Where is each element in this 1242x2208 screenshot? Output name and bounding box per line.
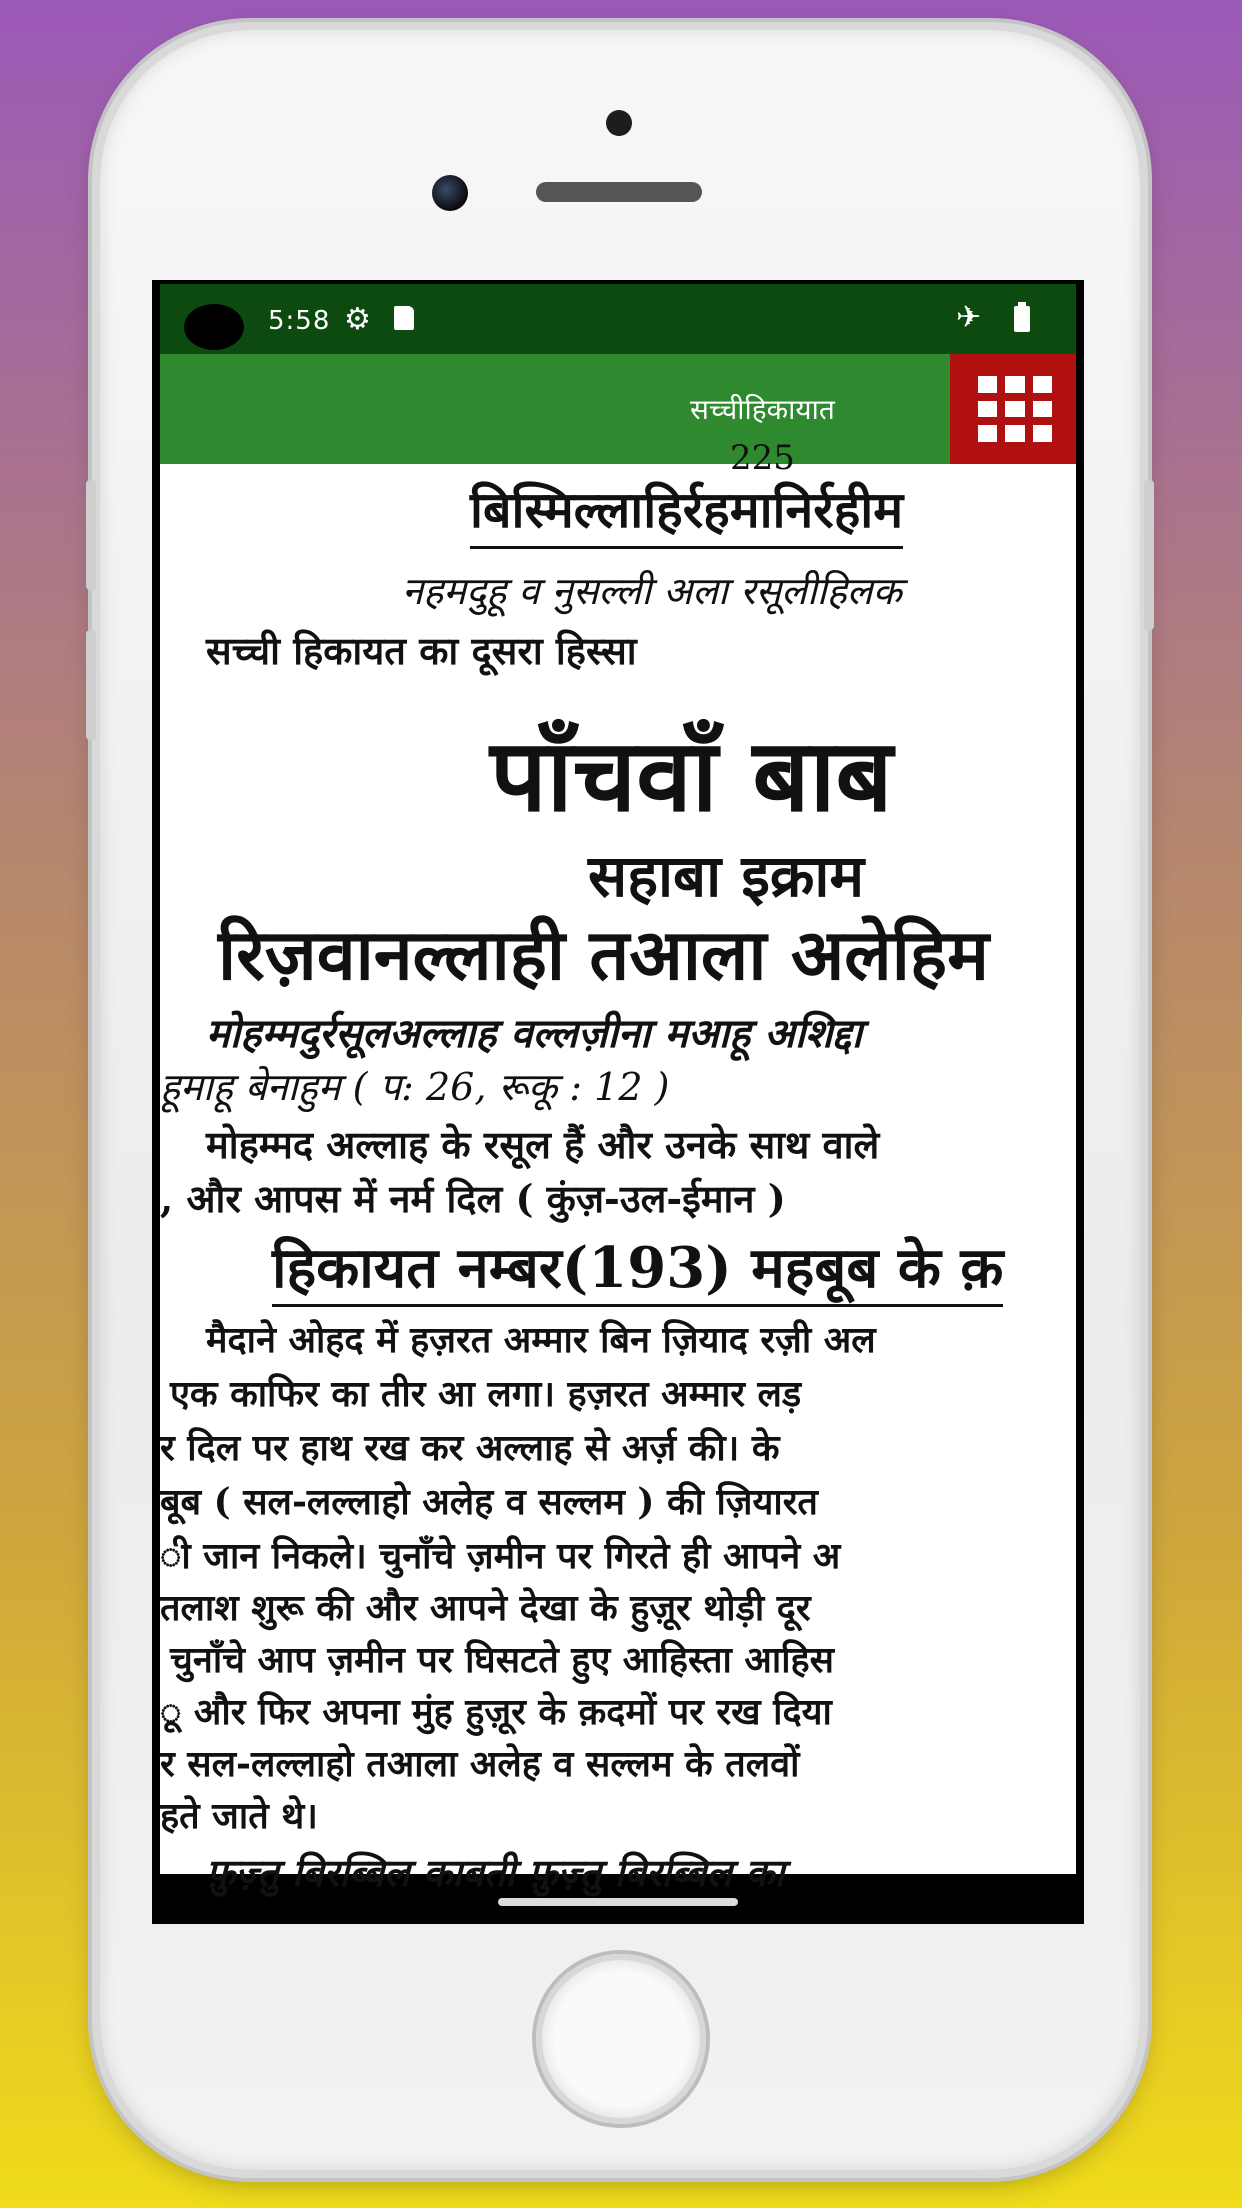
- text-line: मैदाने ओहद में हज़रत अम्मार बिन ज़ियाद रज़ी अल: [206, 1319, 876, 1361]
- scanned-page[interactable]: [160, 438, 1076, 1895]
- airplane-icon: ✈: [956, 300, 982, 335]
- front-camera: [432, 175, 468, 211]
- status-time: 5:58: [268, 306, 331, 336]
- text-line: तलाश शुरू की और आपने देखा के हुज़ूर थोड़ी दूर: [160, 1587, 811, 1629]
- story-heading: हिकायत नम्बर(193) महबूब के क़: [272, 1228, 1003, 1307]
- power-button: [1144, 480, 1154, 630]
- status-bar: [160, 284, 1076, 354]
- text-line: र दिल पर हाथ रख कर अल्लाह से अर्ज़ की। के: [160, 1427, 780, 1469]
- text-line: नहमदुहू व नुसल्ली अला रसूलीहिलक: [402, 569, 902, 613]
- phone-screen: [152, 280, 1084, 1924]
- chapter-subtitle: सहाबा इक्राम: [588, 842, 865, 910]
- text-line: , और आपस में नर्म दिल ( कुंज़-उल-ईमान ): [160, 1176, 786, 1221]
- earpiece-speaker: [536, 182, 702, 202]
- gesture-home-bar[interactable]: [498, 1898, 738, 1906]
- page-number: 225: [730, 438, 795, 478]
- text-line: चुनाँचे आप ज़मीन पर घिसटते हुए आहिस्ता आहिस: [170, 1639, 834, 1681]
- chapter-title: पाँचवाँ बाब: [490, 716, 893, 834]
- text-line: एक काफिर का तीर आ लगा। हज़रत अम्मार लड़: [170, 1373, 802, 1415]
- grid-menu-button[interactable]: [950, 354, 1076, 464]
- volume-button: [86, 480, 96, 590]
- sd-card-icon: [394, 306, 414, 330]
- volume-button: [86, 630, 96, 740]
- text-line: ू और फिर अपना मुंह हुज़ूर के क़दमों पर रख दिया: [160, 1691, 832, 1733]
- gear-icon: ⚙: [344, 302, 371, 337]
- verse-line: फ़ुज़्तु बिरब्बिल काबती फ़ुज़्तु बिरब्बिल का: [206, 1850, 785, 1895]
- text-line: सच्ची हिकायत का दूसरा हिस्सा: [206, 628, 637, 673]
- proximity-sensor: [606, 110, 632, 136]
- text-line: बूब ( सल-लल्लाहो अलेह व सल्लम ) की ज़ियारत: [160, 1481, 818, 1523]
- text-line: हते जाते थे।: [160, 1795, 318, 1837]
- grid-menu-icon: [978, 376, 1052, 442]
- battery-icon: [1014, 306, 1030, 332]
- text-line: र सल-लल्लाहो तआला अलेह व सल्लम के तलवों: [160, 1743, 800, 1785]
- app-title: सच्चीहिकायात: [690, 393, 835, 426]
- text-line: ी जान निकले। चुनाँचे ज़मीन पर गिरते ही आपने अ: [160, 1535, 841, 1577]
- verse-line: हूमाहू बेनाहुम ( प: 26, रूकू : 12 ): [160, 1065, 670, 1109]
- chapter-subtitle: रिज़वानल्लाही तआला अलेहिम: [218, 913, 989, 996]
- home-button[interactable]: [536, 1954, 706, 2124]
- camera-cutout: [184, 304, 244, 350]
- app-bar: [160, 354, 1076, 464]
- verse-line: मोहम्मदुर्रसूलअल्लाह वल्लज़ीना मआहू अशिद्दा: [206, 1010, 863, 1057]
- text-line: मोहम्मद अल्लाह के रसूल हैं और उनके साथ वाले: [206, 1122, 880, 1167]
- bismillah-heading: बिस्मिल्लाहिर्रहमानिर्रहीम: [470, 474, 903, 549]
